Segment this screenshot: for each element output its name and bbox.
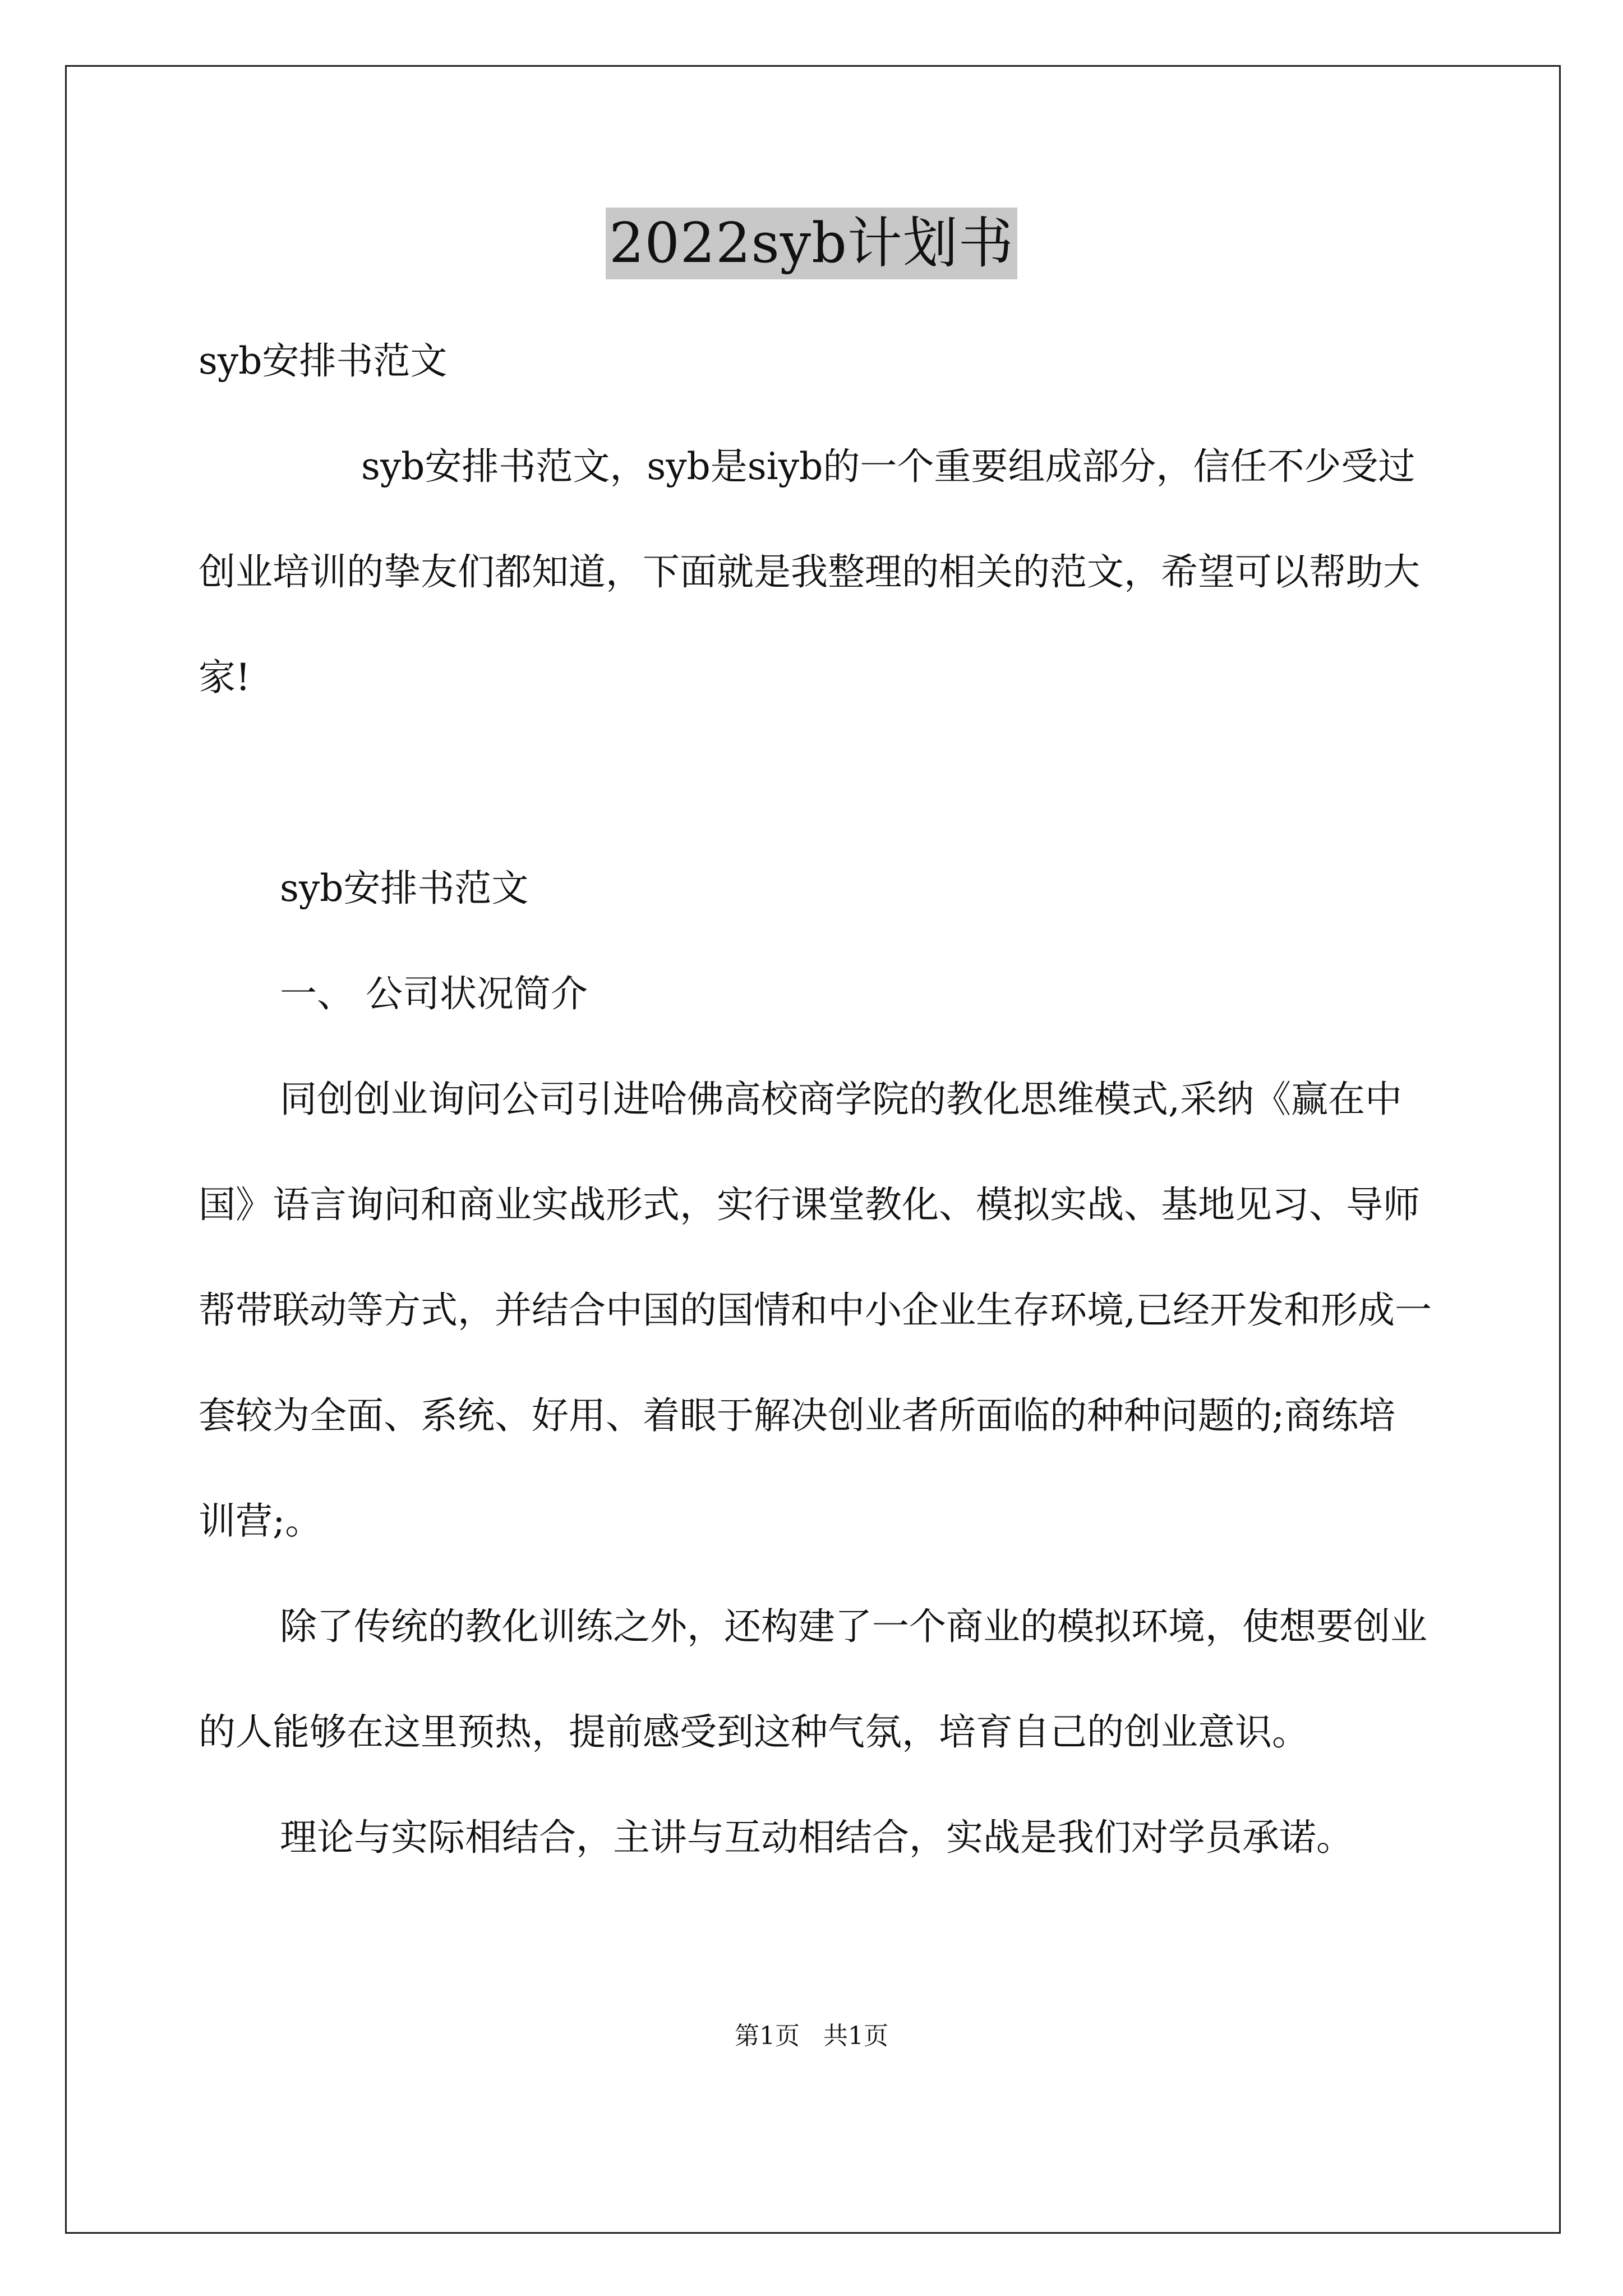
section-heading: syb安排书范文 [280, 867, 529, 910]
page-footer [0, 2019, 1623, 2053]
document-body [199, 309, 1432, 1890]
spacer [199, 730, 1432, 836]
page-number: 第1页 共1页 [735, 2022, 888, 2050]
intro-paragraph: syb安排书范文，syb是siyb的一个重要组成部分，信任不少受过创业培训的挚友们都知道，下面就是我整理的相关的范文，希望可以帮助大家! [199, 445, 1420, 699]
section-one-title: 一、 公司状况简介 [280, 972, 588, 1015]
document-title: 2022syb计划书 [606, 208, 1017, 279]
body-paragraph: 理论与实际相结合，主讲与互动相结合，实战是我们对学员承诺。 [280, 1816, 1353, 1859]
document-subtitle: syb安排书范文 [199, 339, 448, 383]
body-paragraph: 除了传统的教化训练之外，还构建了一个商业的模拟环境，使想要创业的人能够在这里预热，提前感受到这种气氛，培育自己的创业意识。 [199, 1605, 1427, 1754]
body-paragraph: 同创创业询问公司引进哈佛高校商学院的教化思维模式,采纳《赢在中国》语言询问和商业实战形式，实行课堂教化、模拟实战、基地见习、导师帮带联动等方式，并结合中国的国情和中小企业生存环境,已经开发和形成一套较为全面、系统、好用、着眼于解决创业者所面临的种种问题的;商练培训营;。 [199, 1078, 1432, 1543]
title-container [0, 208, 1623, 279]
